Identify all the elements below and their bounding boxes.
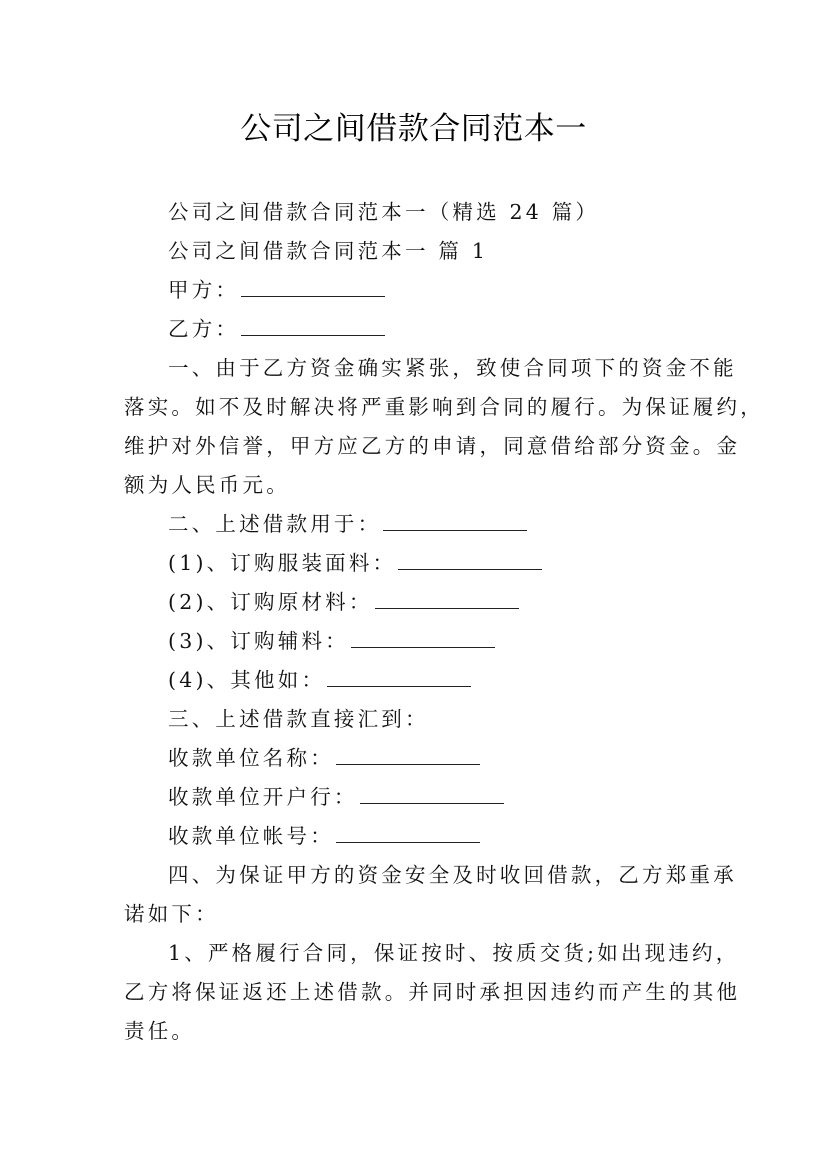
payee-account-blank xyxy=(336,824,480,843)
party-a-blank xyxy=(241,278,385,297)
party-b-line xyxy=(168,317,385,341)
item-4-line xyxy=(168,668,471,692)
payee-account-line xyxy=(168,824,480,848)
payee-name-blank xyxy=(336,746,480,765)
payee-bank-label: 收款单位开户行： xyxy=(168,785,358,809)
document-title: 公司之间借款合同范本一 xyxy=(240,111,587,147)
party-b-label: 乙方： xyxy=(168,317,240,341)
section-heading: 公司之间借款合同范本一 篇 1 xyxy=(168,239,489,263)
payee-name-line xyxy=(168,746,480,770)
party-a-label: 甲方： xyxy=(168,278,240,302)
payee-account-label: 收款单位帐号： xyxy=(168,824,334,848)
purpose-line xyxy=(168,512,527,536)
purpose-label: 二、上述借款用于： xyxy=(168,512,382,536)
item-4-blank xyxy=(327,668,471,687)
payee-bank-blank xyxy=(360,785,504,804)
purpose-blank xyxy=(383,512,527,531)
paragraph-line: 落实。如不及时解决将严重影响到合同的履行。为保证履约， xyxy=(124,395,764,419)
remit-heading: 三、上述借款直接汇到： xyxy=(168,707,429,731)
paragraph-line: 维护对外信誉，甲方应乙方的申请，同意借给部分资金。金 xyxy=(124,434,741,458)
paragraph-line: 四、为保证甲方的资金安全及时收回借款，乙方郑重承 xyxy=(168,863,737,887)
item-4-label: (4)、其他如： xyxy=(168,668,326,692)
item-2-blank xyxy=(375,590,519,609)
paragraph-line: 乙方将保证返还上述借款。并同时承担因违约而产生的其他 xyxy=(124,980,741,1004)
item-2-line xyxy=(168,590,519,614)
party-b-blank xyxy=(241,317,385,336)
item-3-label: (3)、订购辅料： xyxy=(168,629,349,653)
item-2-label: (2)、订购原材料： xyxy=(168,590,373,614)
paragraph-line: 一、由于乙方资金确实紧张，致使合同项下的资金不能 xyxy=(168,356,737,380)
paragraph-line: 1、严格履行合同，保证按时、按质交货;如出现违约， xyxy=(168,941,740,965)
party-a-line xyxy=(168,278,385,302)
paragraph-line: 责任。 xyxy=(124,1019,196,1043)
item-1-blank xyxy=(398,551,542,570)
payee-name-label: 收款单位名称： xyxy=(168,746,334,770)
item-1-line xyxy=(168,551,542,575)
subtitle-line: 公司之间借款合同范本一（精选 24 篇） xyxy=(168,200,600,224)
item-3-line xyxy=(168,629,495,653)
paragraph-line: 额为人民币元。 xyxy=(124,473,290,497)
item-1-label: (1)、订购服装面料： xyxy=(168,551,397,575)
payee-bank-line xyxy=(168,785,504,809)
item-3-blank xyxy=(351,629,495,648)
paragraph-line: 诺如下： xyxy=(124,902,219,926)
